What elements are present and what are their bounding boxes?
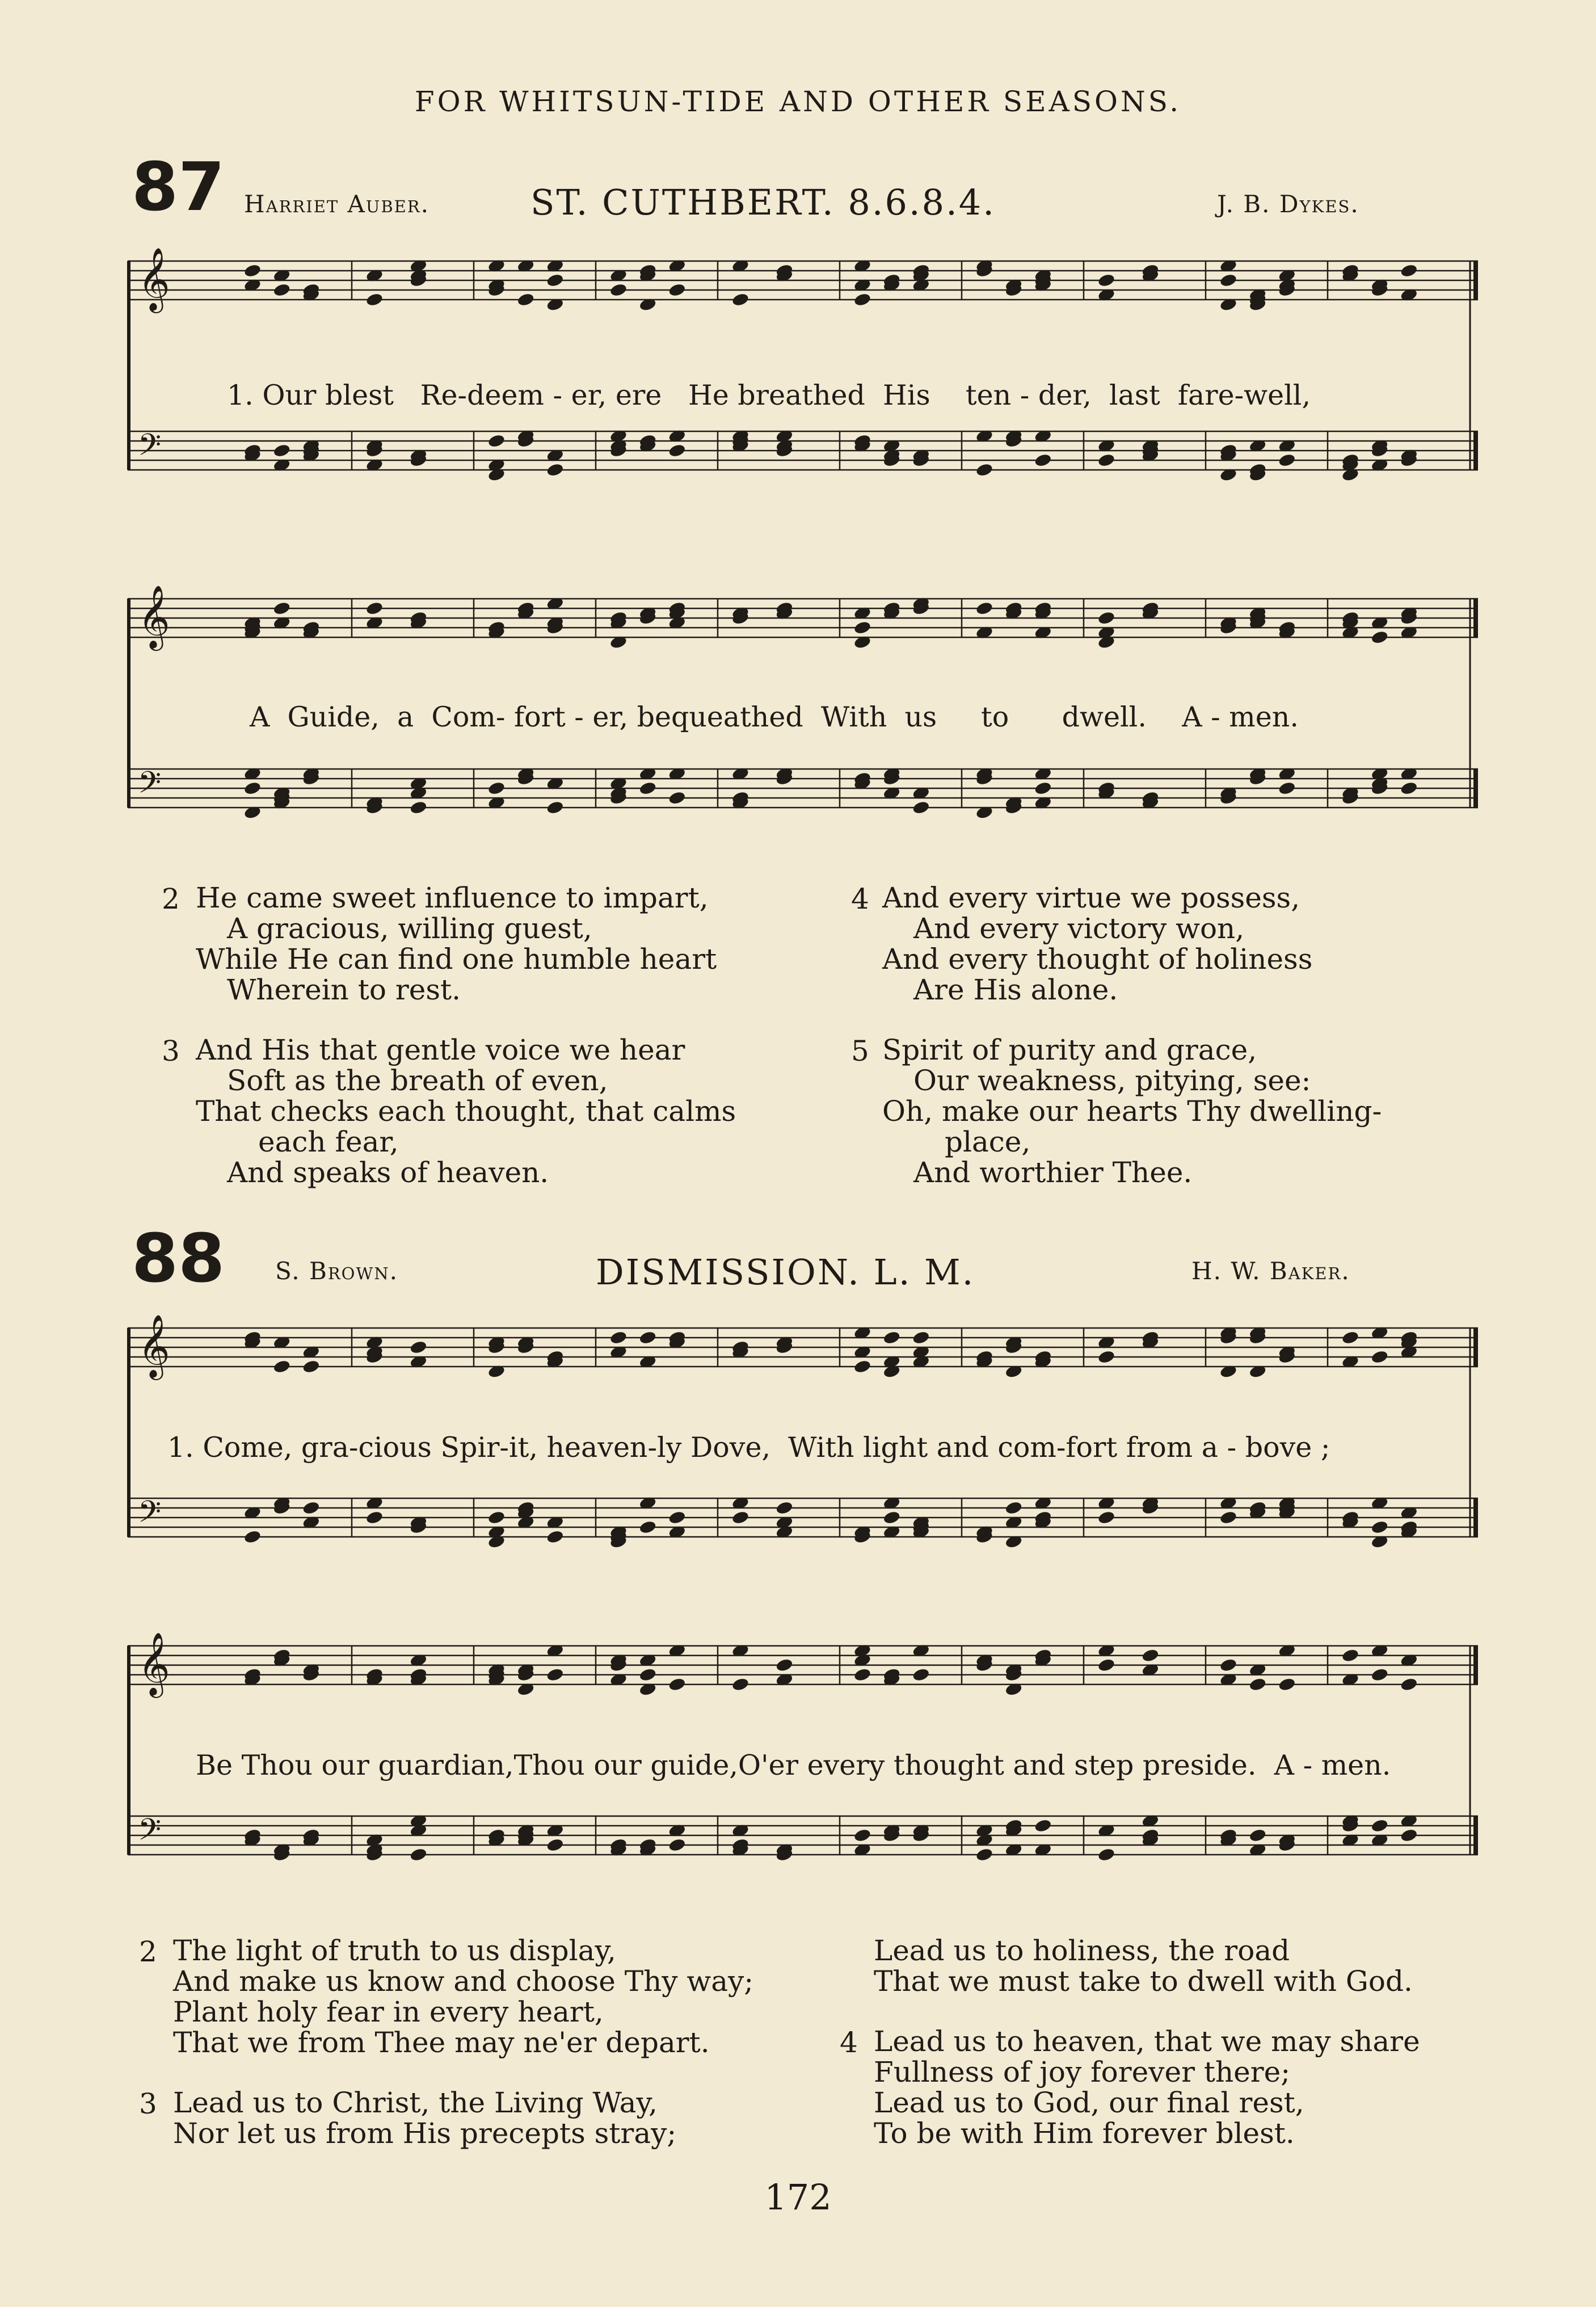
hymn-88-stanza-4-line-3: Lead us to God, our final rest, bbox=[874, 2086, 1304, 2119]
hymn-88-stanza-3-line-1: Lead us to Christ, the Living Way, bbox=[173, 2086, 658, 2119]
hymn-87-stanza-4-line-3: And every thought of holiness bbox=[882, 943, 1313, 976]
svg-text:𝄞: 𝄞 bbox=[138, 1632, 170, 1695]
hymn-87-stanza-3-line-2: Soft as the breath of even, bbox=[227, 1064, 608, 1097]
hymn-88-composer: H. W. Baker. bbox=[1191, 1257, 1350, 1285]
hymn-88-stanza-2-number: 2 bbox=[139, 1935, 157, 1968]
svg-text:𝄞: 𝄞 bbox=[138, 247, 170, 310]
hymn-87-stanza-5-number: 5 bbox=[851, 1035, 869, 1068]
hymn-88-stanza-3-line-4: That we must take to dwell with God. bbox=[874, 1965, 1413, 1998]
hymn-88-stanza-2-line-1: The light of truth to us display, bbox=[173, 1934, 616, 1967]
hymn-87-stanza-3-line-4: each fear, bbox=[258, 1125, 399, 1158]
hymn-87-lyric-line-1: 1. Our blest Re-deem - er, ere He breathed His ten - der, last fare-well, bbox=[227, 379, 1311, 411]
hymn-87-stanza-5-line-3: Oh, make our hearts Thy dwelling- bbox=[882, 1095, 1382, 1128]
hymn-88-stanza-2-line-3: Plant holy fear in every heart, bbox=[173, 1995, 604, 2028]
hymn-87-author: Harriet Auber. bbox=[244, 190, 429, 218]
svg-text:𝄞: 𝄞 bbox=[138, 585, 170, 648]
hymn-87-lyric-line-2: A Guide, a Com- fort - er, bequeathed With us to dwell. A - men. bbox=[250, 701, 1299, 733]
hymn-87-stanza-4-line-1: And every virtue we possess, bbox=[882, 881, 1300, 914]
svg-text:𝄢: 𝄢 bbox=[138, 428, 162, 470]
hymn-87-stanza-2-line-3: While He can find one humble heart bbox=[196, 943, 717, 976]
hymn-87-stanza-2-line-4: Wherein to rest. bbox=[227, 973, 461, 1006]
hymn-88-stanza-3-number: 3 bbox=[139, 2087, 157, 2120]
hymn-87-stanza-5-line-2: Our weakness, pitying, see: bbox=[913, 1064, 1311, 1097]
hymn-87-composer: J. B. Dykes. bbox=[1217, 190, 1359, 218]
hymn-88-tune: DISMISSION. L. M. bbox=[596, 1251, 975, 1293]
hymn-87-stanza-2-line-2: A gracious, willing guest, bbox=[227, 912, 592, 945]
hymn-88-stanza-4-number: 4 bbox=[840, 2026, 858, 2059]
hymn-88-stanza-3-line-3: Lead us to holiness, the road bbox=[874, 1934, 1290, 1967]
page-number: 172 bbox=[764, 2176, 832, 2218]
svg-text:𝄢: 𝄢 bbox=[138, 1813, 162, 1855]
hymn-88-stanza-3-line-2: Nor let us from His precepts stray; bbox=[173, 2117, 677, 2150]
hymn-88-stanza-4-line-4: To be with Him forever blest. bbox=[874, 2117, 1295, 2150]
hymn-87-stanza-5-line-5: And worthier Thee. bbox=[913, 1156, 1193, 1189]
hymn-87-stanza-3-line-3: That checks each thought, that calms bbox=[196, 1095, 736, 1128]
hymn-87-stanza-3-number: 3 bbox=[162, 1035, 180, 1068]
svg-text:𝄞: 𝄞 bbox=[138, 1314, 170, 1377]
hymn-87-stanza-3-line-1: And His that gentle voice we hear bbox=[196, 1033, 685, 1066]
hymn-88-stanza-2-line-4: That we from Thee may ne'er depart. bbox=[173, 2026, 710, 2059]
hymn-88-stanza-2-line-2: And make us know and choose Thy way; bbox=[173, 1965, 754, 1998]
hymn-87-stanza-4-line-4: Are His alone. bbox=[913, 973, 1118, 1006]
svg-text:𝄢: 𝄢 bbox=[138, 1495, 162, 1537]
hymn-87-number: 87 bbox=[132, 148, 225, 226]
hymn-87-stanza-2-number: 2 bbox=[162, 883, 180, 915]
running-head: FOR WHITSUN-TIDE AND OTHER SEASONS. bbox=[414, 85, 1182, 118]
hymn-87-stanza-4-number: 4 bbox=[851, 883, 869, 915]
hymn-87-stanza-2-line-1: He came sweet influence to impart, bbox=[196, 881, 709, 914]
svg-text:𝄢: 𝄢 bbox=[138, 766, 162, 808]
hymn-88-lyric-line-1: 1. Come, gra-cious Spir-it, heaven-ly Dove, With light and com-fort from a - bove ; bbox=[167, 1431, 1330, 1464]
hymn-87-stanza-5-line-4: place, bbox=[945, 1125, 1031, 1158]
hymn-87-tune: ST. CUTHBERT. 8.6.8.4. bbox=[530, 182, 996, 223]
hymn-87-stanza-4-line-2: And every victory won, bbox=[913, 912, 1245, 945]
hymn-88-stanza-4-line-1: Lead us to heaven, that we may share bbox=[874, 2025, 1420, 2058]
hymn-88-number: 88 bbox=[132, 1219, 225, 1297]
hymn-87-stanza-5-line-1: Spirit of purity and grace, bbox=[882, 1033, 1257, 1066]
hymn-88-stanza-4-line-2: Fullness of joy forever there; bbox=[874, 2056, 1291, 2089]
hymn-88-lyric-line-2: Be Thou our guardian,Thou our guide,O'er every thought and step preside. A - men. bbox=[196, 1749, 1391, 1781]
hymn-87-stanza-3-line-5: And speaks of heaven. bbox=[227, 1156, 549, 1189]
hymn-88-author: S. Brown. bbox=[275, 1257, 398, 1285]
